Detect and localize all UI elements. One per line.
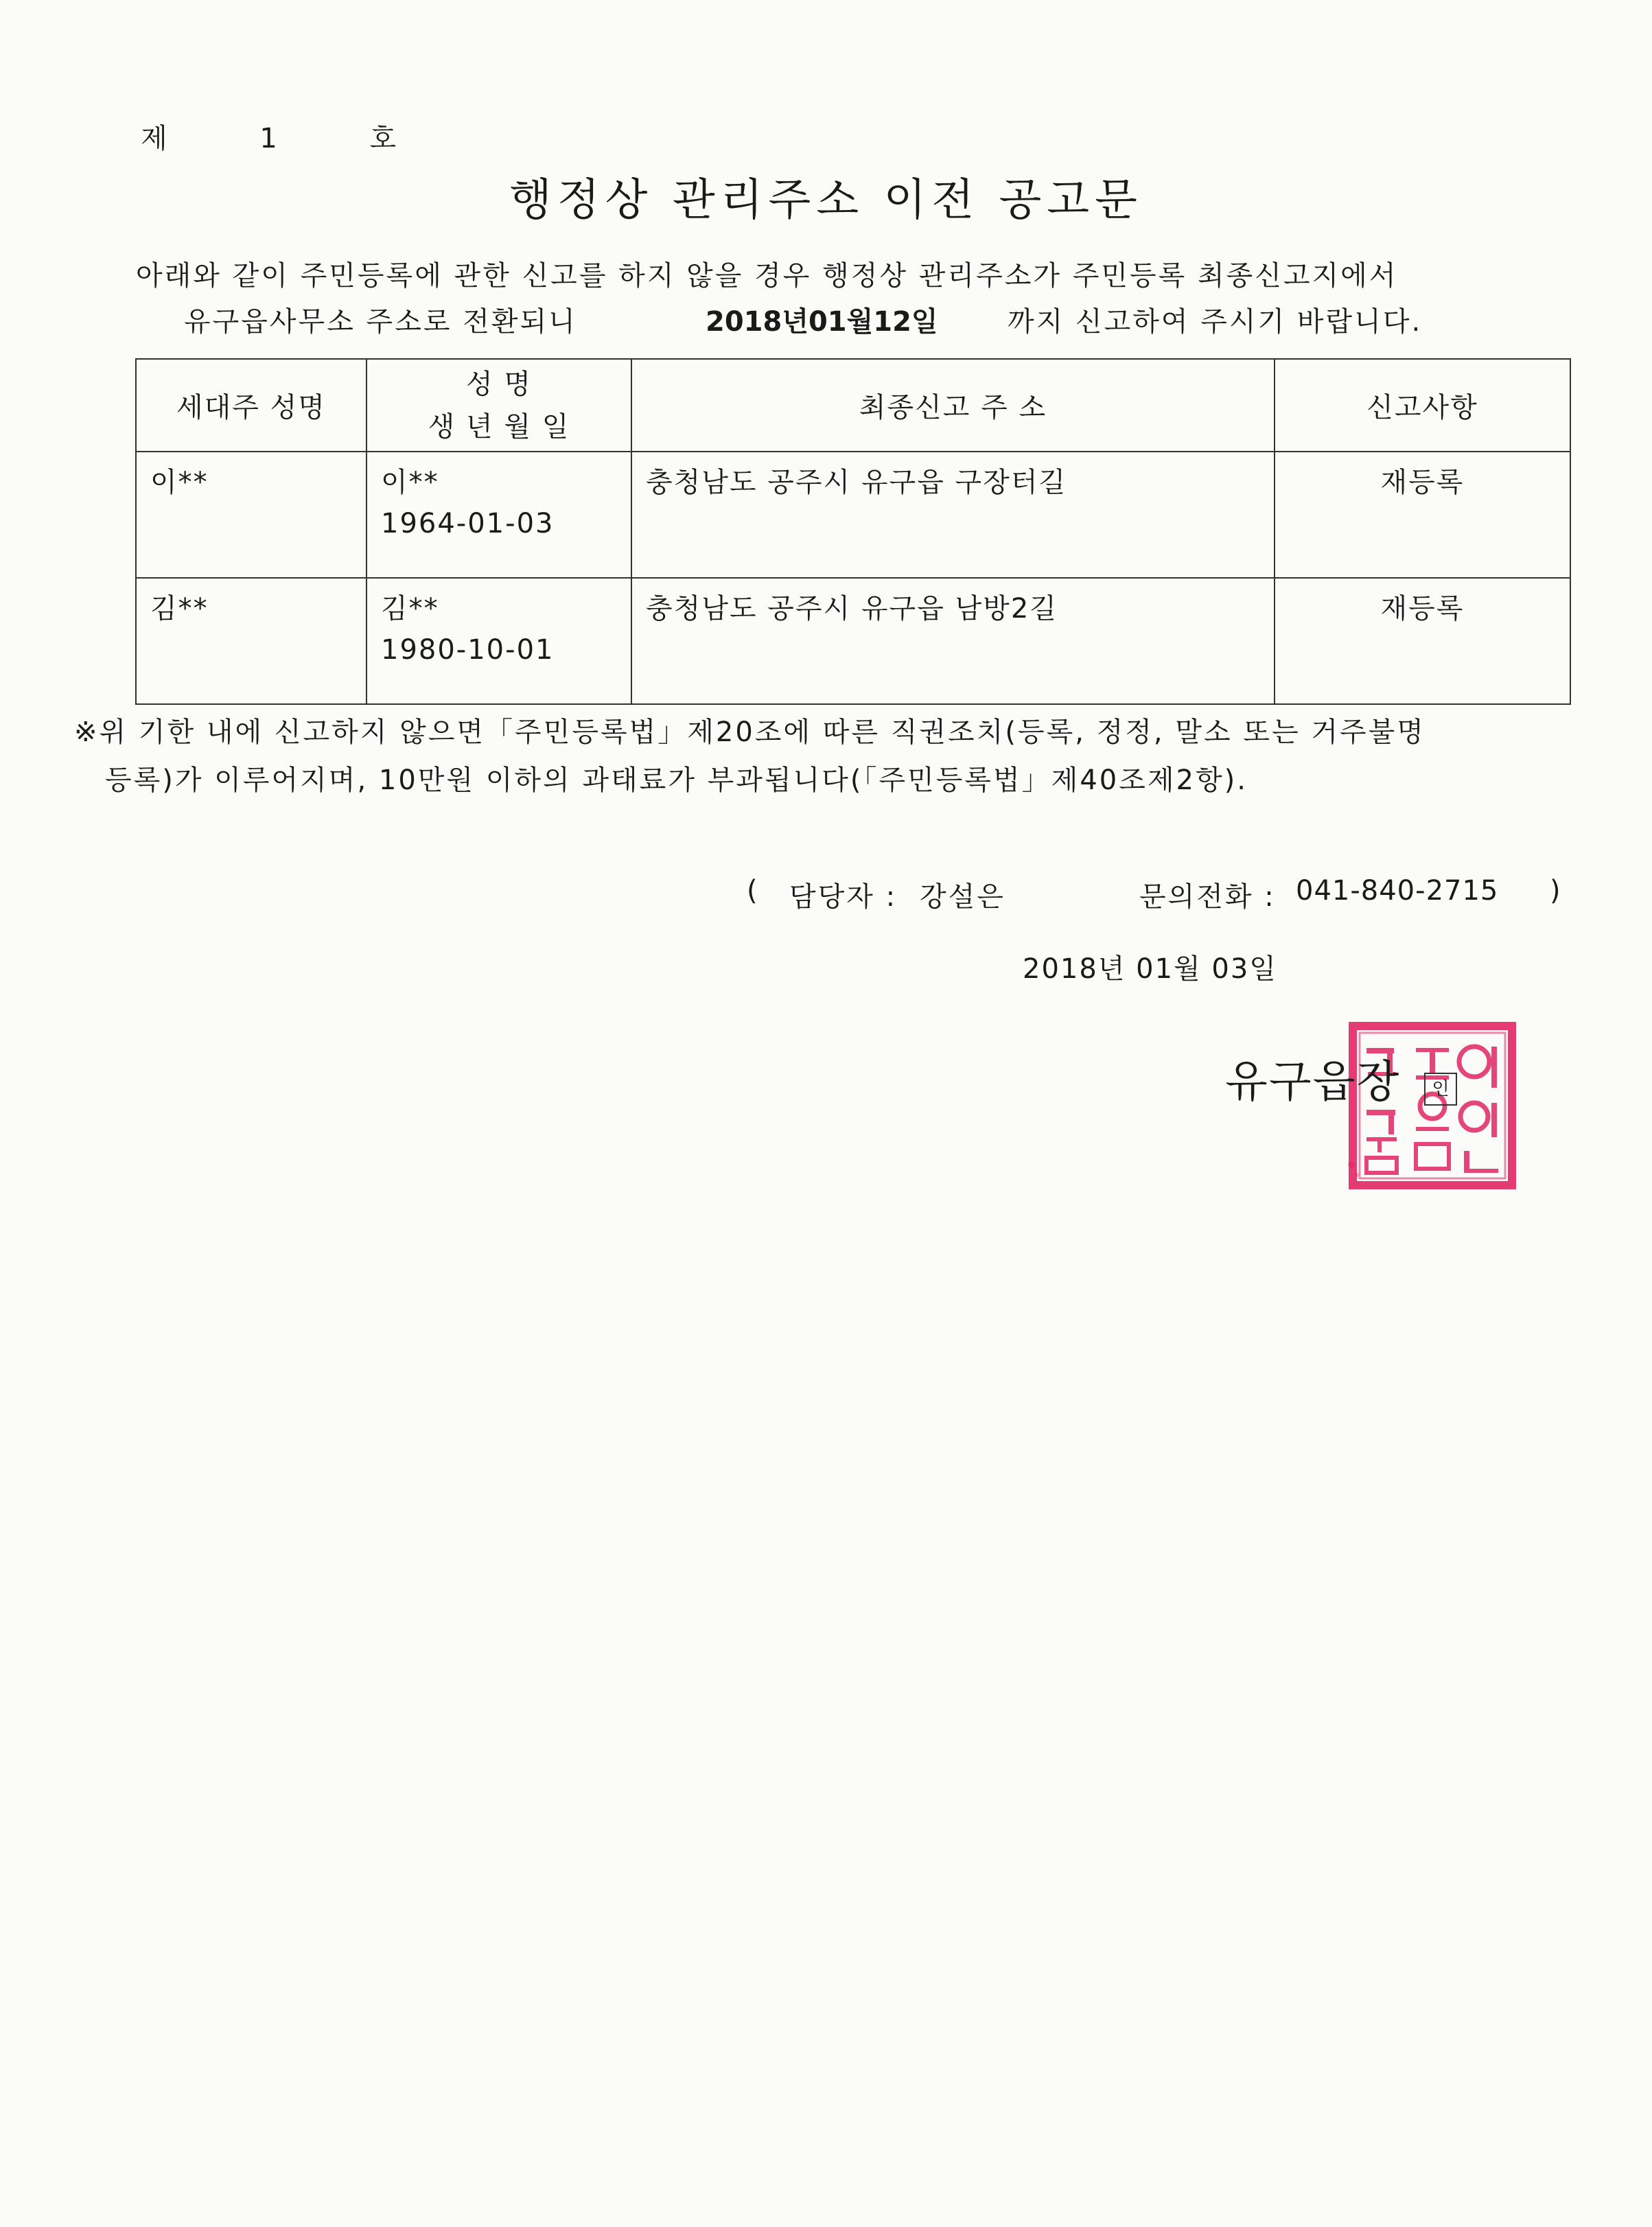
document-number-suffix: 호 xyxy=(369,123,398,154)
notice-note-line-2: 등록)가 이루어지며, 10만원 이하의 과태료가 부과됩니다(「주민등록법」제40조제2항). xyxy=(105,765,1248,796)
intro-line-2 xyxy=(184,300,1423,339)
deadline-date: 2018년01월12일 xyxy=(706,306,938,338)
header-name-birthdate xyxy=(367,359,631,452)
contact-person: 강설은 xyxy=(920,881,1005,913)
report-cell: 재등록 xyxy=(1275,578,1570,704)
contact-person-label: 담당자 : xyxy=(789,881,898,913)
contact-open-paren: ( xyxy=(747,875,760,907)
document-title: 행정상 관리주소 이전 공고문 xyxy=(509,175,1143,226)
header-householder: 세대주 성명 xyxy=(136,359,367,452)
name-value: 이** xyxy=(381,467,439,498)
header-birthdate: 생 년 월 일 xyxy=(428,410,570,443)
address-cell: 충청남도 공주시 유구읍 구장터길 xyxy=(631,452,1275,578)
householder-cell: 이** xyxy=(136,452,367,578)
seal-placeholder-mark: 인 xyxy=(1424,1073,1457,1106)
header-address: 최종신고 주 소 xyxy=(631,359,1275,452)
intro-line-2-tail: 까지 신고하여 주시기 바랍니다. xyxy=(1008,306,1423,338)
address-cell: 충청남도 공주시 유구읍 남방2길 xyxy=(631,578,1275,704)
table-row xyxy=(136,452,1570,578)
householder-cell: 김** xyxy=(136,578,367,704)
notice-note-line-1: ※위 기한 내에 신고하지 않으면「주민등록법」제20조에 따른 직권조치(등록, 정정, 말소 또는 거주불명 xyxy=(74,716,1426,748)
table-header-row xyxy=(136,359,1570,452)
header-name: 성 명 xyxy=(466,368,532,400)
report-cell: 재등록 xyxy=(1275,452,1570,578)
contact-close-paren: ) xyxy=(1550,875,1563,907)
table-row xyxy=(136,578,1570,704)
intro-line-1: 아래와 같이 주민등록에 관한 신고를 하지 않을 경우 행정상 관리주소가 주민등록 최종신고지에서 xyxy=(136,260,1398,292)
document-number xyxy=(141,117,397,156)
name-birthdate-cell xyxy=(367,452,631,578)
contact-phone: 041-840-2715 xyxy=(1296,875,1499,907)
name-birthdate-cell xyxy=(367,578,631,704)
notice-table xyxy=(135,358,1571,705)
document-number-prefix: 제 xyxy=(141,123,169,154)
header-report: 신고사항 xyxy=(1275,359,1570,452)
birthdate-value: 1980-10-01 xyxy=(381,634,555,666)
birthdate-value: 1964-01-03 xyxy=(381,508,555,539)
document-number-value: 1 xyxy=(259,123,279,154)
name-value: 김** xyxy=(381,593,439,625)
issue-date: 2018년 01월 03일 xyxy=(1023,953,1277,985)
contact-phone-label: 문의전화 : xyxy=(1139,881,1276,913)
intro-line-2-text: 유구읍사무소 주소로 전환되니 xyxy=(184,306,577,338)
signer-title: 유구읍장 xyxy=(1225,1057,1401,1108)
